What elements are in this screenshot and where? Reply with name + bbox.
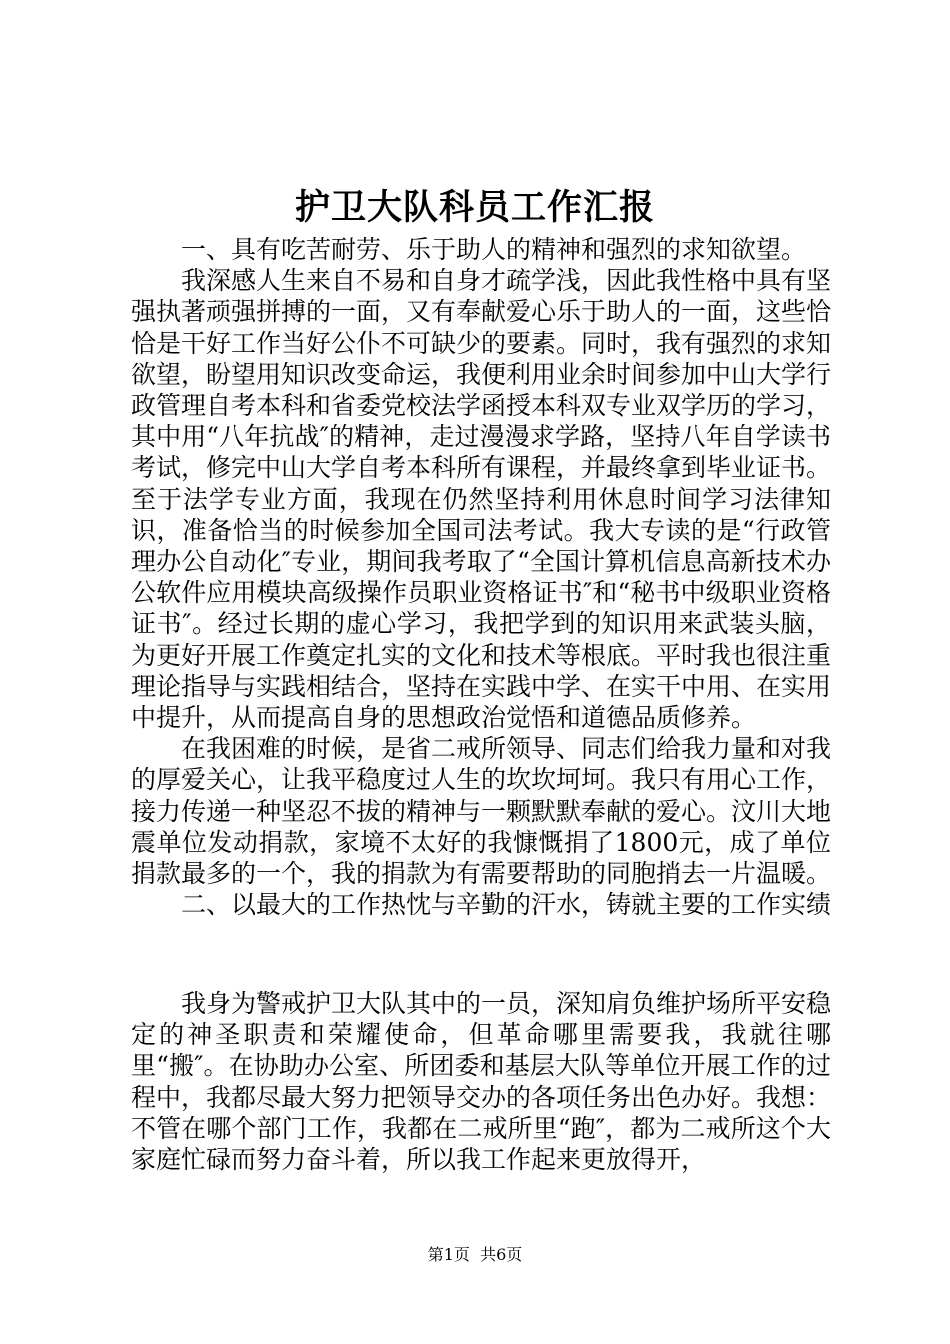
document-title: 护卫大队科员工作汇报 — [294, 187, 655, 228]
paragraph-duty: 我身为警戒护卫大队其中的一员，深知肩负维护场所平安稳定的神圣职责和荣耀使命，但革命哪里需要我，我就往哪里“搬″。在协助办公室、所团委和基层大队等单位开展工作的过程中，我都尽最大努力把领导交办的各项任务出色办好。我想：不管在哪个部门工作，我都在二戒所里“跑″，都为二戒所这个大家庭忙碌而努力奋斗着，所以我工作起来更放得开， — [131, 989, 832, 1175]
document-body-upper — [131, 234, 831, 920]
page-footer — [0, 1244, 950, 1266]
page-number: 第1页 共6页 — [427, 1245, 523, 1264]
section-heading-1: 一、具有吃苦耐劳、乐于助人的精神和强烈的求知欲望。 — [181, 235, 807, 264]
document-body-lower — [131, 988, 831, 1175]
section-heading-2: 二、以最大的工作热忱与辛勤的汗水，铸就主要的工作实绩 — [181, 890, 832, 920]
paragraph-donation: 在我困难的时候，是省二戒所领导、同志们给我力量和对我的厚爱关心，让我平稳度过人生的坎坎坷坷。我只有用心工作，接力传递一种坚忍不拔的精神与一颗默默奉献的爱心。汶川大地震单位发动捐款，家境不太好的我慷慨捐了1800元，成了单位捐款最多的一个，我的捐款为有需要帮助的同胞捎去一片温暖。 — [131, 734, 832, 889]
paragraph-learning: 我深感人生来自不易和自身才疏学浅，因此我性格中具有坚强执著顽强拼搏的一面，又有奉献爱心乐于助人的一面，这些恰恰是干好工作当好公仆不可缺少的要素。同时，我有强烈的求知欲望，盼望用知识改变命运，我便利用业余时间参加中山大学行政管理自考本科和省委党校法学函授本科双专业双学历的学习，其中用“八年抗战″的精神，走过漫漫求学路，坚持八年自学读书考试，修完中山大学自考本科所有课程，并最终拿到毕业证书。至于法学专业方面，我现在仍然坚持利用休息时间学习法律知识，准备恰当的时候参加全国司法考试。我大专读的是“行政管理办公自动化″专业，期间我考取了“全国计算机信息高新技术办公软件应用模块高级操作员职业资格证书″和“秘书中级职业资格证书″。经过长期的虚心学习，我把学到的知识用来武装头脑，为更好开展工作奠定扎实的文化和技术等根底。平时我也很注重理论指导与实践相结合，坚持在实践中学、在实干中用、在实用中提升，从而提高自身的思想政治觉悟和道德品质修养。 — [131, 266, 832, 733]
